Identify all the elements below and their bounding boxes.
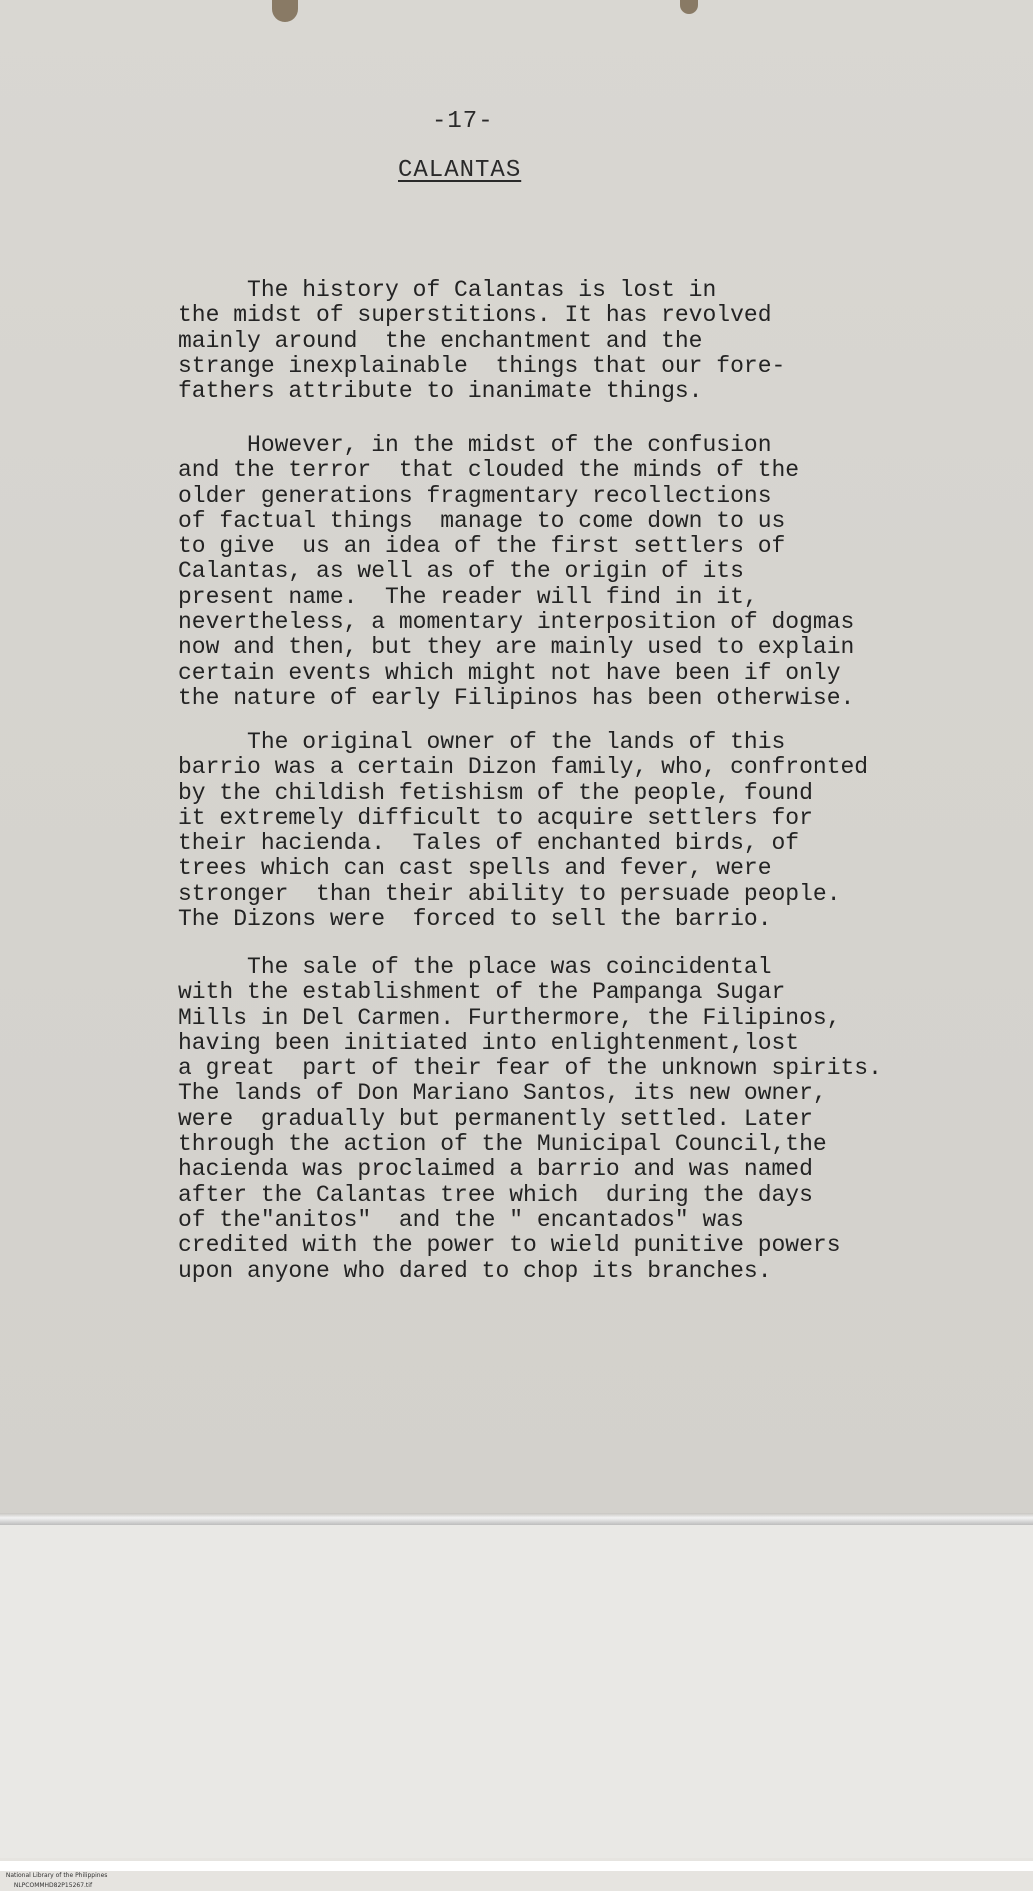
- paragraph: The original owner of the lands of this barrio was a certain Dizon family, who, confronted by the childish fetishism of the people, found it extremely difficult to acquire settlers for their hacienda. Tales of enchanted birds, of trees which can cast spells and fever, were stronger than their ability to persuade people. The Dizons were forced to sell the barrio.: [178, 729, 869, 933]
- page-edge: [0, 1513, 1033, 1525]
- backing-sheet: [0, 1525, 1033, 1858]
- paragraph: However, in the midst of the confusion and the terror that clouded the minds of the older generations fragmentary recollections of factual things manage to come down to us to give us an idea of the first settlers of Calantas, as well as of the origin of its present name. The reader will find in it, nevertheless, a momentary interposition of dogmas now and then, but they are mainly used to explain certain events which might not have been if only the nature of early Filipinos has been otherwise.: [178, 432, 855, 711]
- page-title: CALANTAS: [398, 157, 522, 184]
- paragraph: The history of Calantas is lost in the midst of superstitions. It has revolved mainly around the enchantment and the strange inexplainable things that our fore- fathers attribute to inanimate things.: [178, 277, 786, 405]
- paragraph: The sale of the place was coincidental with the establishment of the Pampanga Sugar Mills in Del Carmen. Furthermore, the Filipinos, having been initiated into enlightenment,lost a great part of their fear of the unknown spirits. The lands of Don Mariano Santos, its new owner, were gradually but permanently settled. Later through the action of the Municipal Council,the hacienda was proclaimed a barrio and was named after the Calantas tree which during the days of the"anitos" and the " encantados" was credited with the power to wield punitive powers upon anyone who dared to chop its branches.: [178, 954, 882, 1284]
- scan-footer: [0, 1861, 1033, 1889]
- file-identifier: NLPCOMMHD82P15267.tif: [13, 1882, 93, 1889]
- library-credit: National Library of the Philippines: [5, 1872, 108, 1879]
- page-number: -17-: [432, 108, 494, 135]
